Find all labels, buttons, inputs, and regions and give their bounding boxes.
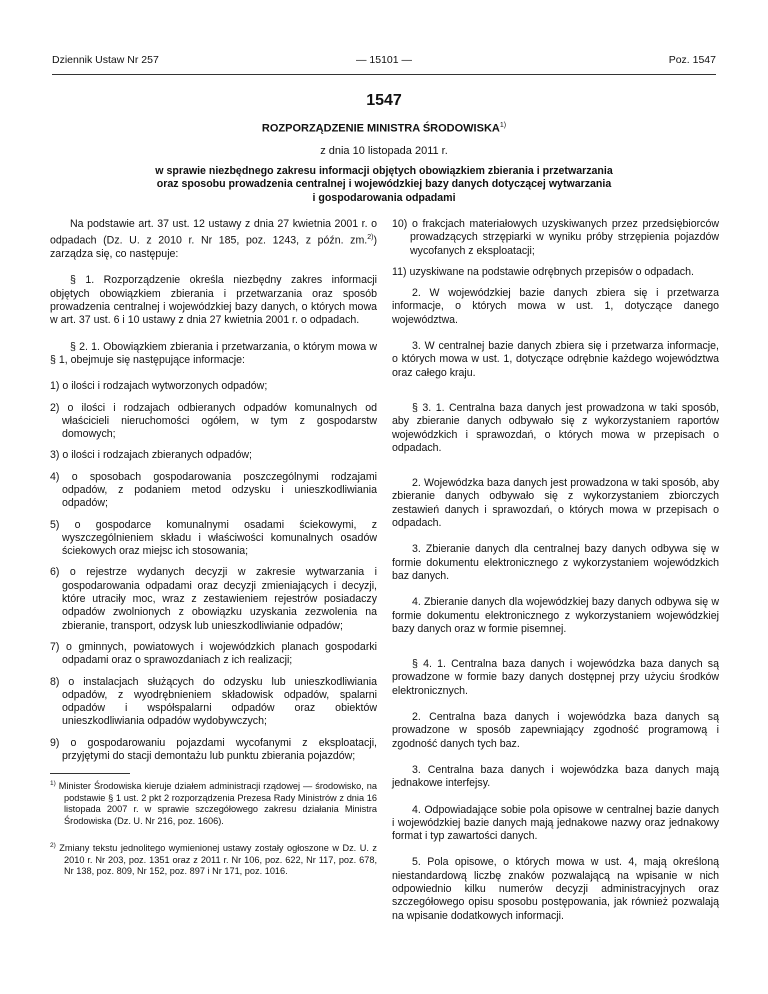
- paragraph-4-4: 4. Odpowiadające sobie pola opisowe w centralnej bazie danych i wojewódzkiej bazie danych mają jednakowe nazwy oraz jednakowy format i typ zawartości danych.: [392, 803, 719, 843]
- footnote-ref: 2): [367, 234, 374, 242]
- list-item: 11) uzyskiwane na podstawie odrębnych przepisów o odpadach.: [392, 265, 694, 278]
- list-item: 10) o frakcjach materiałowych uzyskiwanych przez przedsiębiorców prowadzących strzępiarki w wyniku próby strzępienia pojazdów wycofanych z eksploatacji;: [392, 218, 719, 257]
- title-footnote-ref: 1): [499, 122, 507, 129]
- paragraph-3-2: 2. Wojewódzka baza danych jest prowadzona w taki sposób, aby zbieranie danych odbywało się z wykorzystaniem zbiorczych zestawień danych i sprawozdań, o których mowa w przepisach o odpadach.: [392, 477, 719, 530]
- list-item: 4) o sposobach gospodarowania poszczególnymi rodzajami odpadów, z podaniem metod odzysku i unieszkodliwiania odpadów;: [50, 470, 377, 510]
- act-subject: [60, 165, 708, 205]
- list-item: 2) o ilości i rodzajach odbieranych odpadów komunalnych od właścicieli nieruchomości ogółem, w tym z gospodarstw domowych;: [50, 401, 377, 441]
- act-title-text: ROZPORZĄDZENIE MINISTRA ŚRODOWISKA: [261, 122, 500, 135]
- list-item: 6) o rejestrze wydanych decyzji w zakresie wytwarzania i gospodarowania odpadami oraz decyzji zmieniających i decyzji, które utraciły moc, wraz z zestawieniem rejestrów posiadaczy odpadów zwolnionych z obowiązku uzyskania zezwolenia na zbieranie, transport, odzysk lub unieszkodliwianie odpadów;: [50, 566, 377, 632]
- left-column: [50, 218, 377, 891]
- paragraph-3-1: § 3. 1. Centralna baza danych jest prowadzona w taki sposób, aby zbieranie danych odbywało się z wykorzystaniem raportów wojewódzkich i sprawozdań, o których mowa w przepisach o odpadach.: [392, 401, 719, 454]
- paragraph-4-1: § 4. 1. Centralna baza danych i wojewódzka baza danych są prowadzone w formie bazy danych dostępnej przy użyciu środków elektronicznych.: [392, 658, 719, 697]
- page-number: — 15101 —: [355, 54, 413, 66]
- paragraph-2-2: 2. W wojewódzkiej bazie danych zbiera się i przetwarza informacje, o których mowa w ust. 1, dotyczące danego województwa.: [392, 287, 719, 326]
- paragraph-4-5: 5. Pola opisowe, o których mowa w ust. 4, mają określoną niestandardową liczbę znaków pozwalającą na wpisanie w nich odpowiednio kilku numerów decyzji administracyjnych oraz szczegółowego opisu sposobu postępowania, jak również pozwalają na wpisanie dodatkowych informacji.: [392, 856, 719, 922]
- paragraph-2-3: 3. W centralnej bazie danych zbiera się i przetwarza informacje, o których mowa w ust. 1, dotyczące odrębnie każdego województwa oraz całego kraju.: [392, 340, 719, 379]
- paragraph-2-1: § 2. 1. Obowiązkiem zbierania i przetwarzania, o którym mowa w § 1, obejmuje się następujące informacje:: [50, 340, 377, 366]
- list-item: 7) o gminnych, powiatowych i wojewódzkich planach gospodarki odpadami oraz o sprawozdaniach z ich realizacji;: [50, 640, 377, 667]
- paragraph-3-3: 3. Zbieranie danych dla centralnej bazy danych odbywa się w formie dokumentu elektronicznego z wykorzystaniem wojewódzkich baz danych.: [392, 543, 719, 582]
- footnote-rule: [50, 773, 130, 774]
- list-item: 1) o ilości i rodzajach wytworzonych odpadów;: [50, 380, 268, 393]
- preamble: Na podstawie art. 37 ust. 12 ustawy z dnia 27 kwietnia 2001 r. o odpadach (Dz. U. z 2010 r. Nr 185, poz. 1243, z późn. zm.$^{2)}$) zarządza się, co następuje:: [50, 218, 377, 261]
- act-date: z dnia 10 listopada 2011 r.: [320, 145, 448, 157]
- running-header: [52, 54, 716, 70]
- list-item: 5) o gospodarce komunalnymi osadami ściekowymi, z wyszczególnieniem składu i właściwości komunalnych osadów ściekowych oraz miejsc ich stosowania;: [50, 518, 377, 558]
- header-rule: [52, 74, 716, 75]
- list-item: 8) o instalacjach służących do odzysku lub unieszkodliwiania odpadów, z wyodrębnieniem składowisk odpadów, spalarni odpadów i współspalarni odpadów oraz obiektów unieszkodliwiania odpadów wydobywczych;: [50, 675, 377, 728]
- act-title: [0, 122, 768, 135]
- act-number: 1547: [366, 92, 402, 109]
- list-item: 9) o gospodarowaniu pojazdami wycofanymi z eksploatacji, przyjętymi do stacji demontażu lub punktu zbierania pojazdów;: [50, 736, 377, 763]
- paragraph-1: § 1. Rozporządzenie określa niezbędny zakres informacji objętych obowiązkiem zbierania i przetwarzania oraz sposób prowadzenia centralnej i wojewódzkiej bazy danych, o których mowa w art. 37 ust. 6 i 10 ustawy z dnia 27 kwietnia 2001 r. o odpadach.: [50, 274, 377, 327]
- paragraph-4-3: 3. Centralna baza danych i wojewódzka baza danych mają jednakowe interfejsy.: [392, 763, 719, 790]
- footnote: $^{2)}$ Zmiany tekstu jednolitego wymienionej ustawy zostały ogłoszone w Dz. U. z 2010 r. Nr 203, poz. 1351 oraz z 2011 r. Nr 106, poz. 622, Nr 117, poz. 678, Nr 138, poz. 809, Nr 152, poz. 897 i Nr 171, poz. 1016.: [50, 842, 377, 877]
- right-column: [392, 218, 719, 936]
- subject-line: oraz sposobu prowadzenia centralnej i wojewódzkiej bazy danych dotyczącej wytwarzania: [156, 178, 612, 191]
- journal-name: Dziennik Ustaw Nr 257: [52, 54, 159, 66]
- position-number: Poz. 1547: [668, 54, 716, 66]
- subject-line: i gospodarowania odpadami: [312, 191, 456, 204]
- paragraph-3-4: 4. Zbieranie danych dla wojewódzkiej bazy danych odbywa się w formie dokumentu elektronicznego z wykorzystaniem wojewódzkiej bazy danych oraz w formie pisemnej.: [392, 596, 719, 635]
- list-item: 3) o ilości i rodzajach zbieranych odpadów;: [50, 449, 252, 462]
- subject-line: w sprawie niezbędnego zakresu informacji objętych obowiązkiem zbierania i przetwarzania: [155, 165, 613, 177]
- paragraph-4-2: 2. Centralna baza danych i wojewódzka baza danych są prowadzone w sposób zapewniający zgodność programową i zgodność danych tych baz.: [392, 711, 719, 750]
- footnote: $^{1)}$ Minister Środowiska kieruje działem administracji rządowej — środowisko, na podstawie § 1 ust. 2 pkt 2 rozporządzenia Prezesa Rady Ministrów z dnia 16 listopada 2007 r. w sprawie szczegółowego zakresu działania Ministra Środowiska (Dz. U. Nr 216, poz. 1606).: [50, 780, 377, 826]
